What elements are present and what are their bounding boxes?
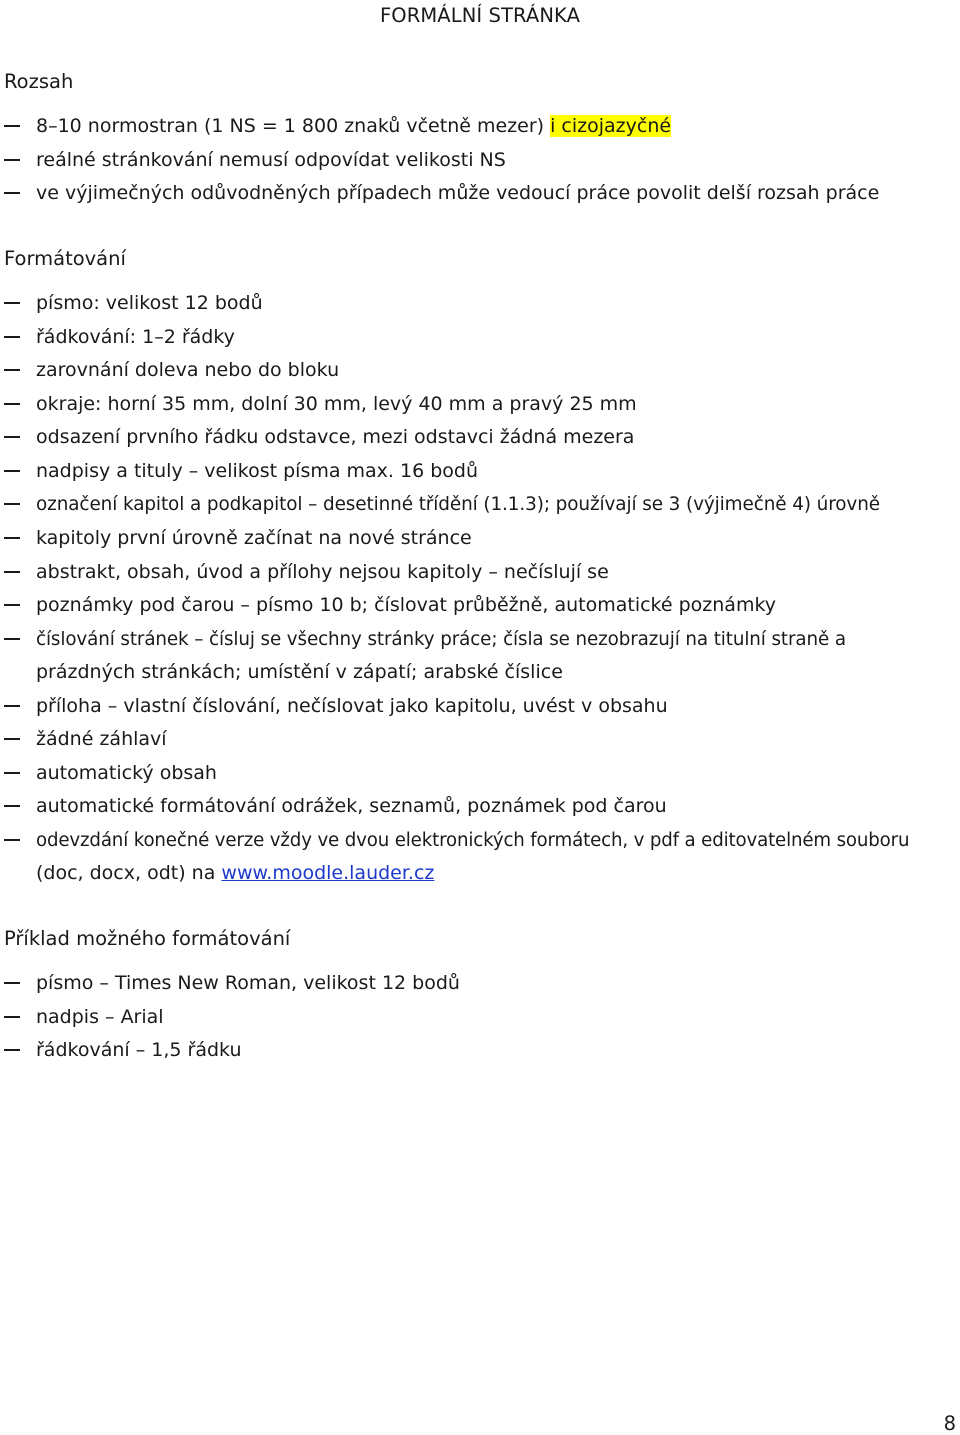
- list-item-text-main: (doc, docx, odt) na: [36, 862, 216, 884]
- dash-bullet: [4, 403, 20, 405]
- page-number: 8: [943, 1412, 956, 1435]
- list-item-text: reálné stránkování nemusí odpovídat velikosti NS: [36, 149, 506, 171]
- dash-bullet: [4, 982, 20, 984]
- list-item-text-main: 8–10 normostran (1 NS = 1 800 znaků včetně mezer): [36, 115, 545, 137]
- dash-bullet: [4, 503, 20, 505]
- dash-bullet: [4, 436, 20, 438]
- list-item-text: žádné záhlaví: [36, 728, 167, 750]
- list-item-text: poznámky pod čarou – písmo 10 b; číslovat průběžně, automatické poznámky: [36, 594, 777, 616]
- page-title: FORMÁLNÍ STRÁNKA: [379, 4, 581, 27]
- list-item-text: řádkování: 1–2 řádky: [36, 326, 235, 348]
- list-item-text: automatický obsah: [36, 762, 217, 784]
- list-item-text: automatické formátování odrážek, seznamů, poznámek pod čarou: [36, 795, 667, 817]
- dash-bullet: [4, 470, 20, 472]
- dash-bullet: [4, 302, 20, 304]
- dash-bullet: [4, 839, 20, 841]
- section-heading-formatovani: Formátování: [4, 247, 126, 270]
- list-item-text: písmo – Times New Roman, velikost 12 bodů: [36, 972, 460, 994]
- dash-bullet: [4, 336, 20, 338]
- list-item-text: abstrakt, obsah, úvod a přílohy nejsou kapitoly – nečíslují se: [36, 561, 609, 583]
- dash-bullet: [4, 192, 20, 194]
- dash-bullet: [4, 1016, 20, 1018]
- list-item-text: okraje: horní 35 mm, dolní 30 mm, levý 40 mm a pravý 25 mm: [36, 393, 637, 415]
- list-item-text: [36, 857, 948, 891]
- list-item-text: ve výjimečných odůvodněných případech může vedoucí práce povolit delší rozsah práce: [36, 182, 880, 204]
- section-heading-rozsah: Rozsah: [4, 70, 74, 93]
- moodle-link[interactable]: www.moodle.lauder.cz: [221, 862, 435, 884]
- dash-bullet: [4, 537, 20, 539]
- list-item-text: písmo: velikost 12 bodů: [36, 292, 263, 314]
- list-item-text: nadpis – Arial: [36, 1006, 164, 1028]
- list-item-text: označení kapitol a podkapitol – desetinné třídění (1.1.3); používají se 3 (výjimečně 4) úrovně: [36, 494, 880, 515]
- dash-bullet: [4, 738, 20, 740]
- dash-bullet: [4, 125, 20, 127]
- list-item-text: kapitoly první úrovně začínat na nové stránce: [36, 527, 472, 549]
- list-item-text: číslování stránek – čísluj se všechny stránky práce; čísla se nezobrazují na titulní straně a: [36, 629, 846, 650]
- list-item-text: nadpisy a tituly – velikost písma max. 16 bodů: [36, 460, 479, 482]
- list-item-text: řádkování – 1,5 řádku: [36, 1039, 242, 1061]
- section-heading-priklad: Příklad možného formátování: [4, 927, 291, 950]
- list-item-text: [36, 110, 948, 144]
- dash-bullet: [4, 805, 20, 807]
- list-item-text: příloha – vlastní číslování, nečíslovat jako kapitolu, uvést v obsahu: [36, 695, 668, 717]
- dash-bullet: [4, 369, 20, 371]
- list-item-text: odevzdání konečné verze vždy ve dvou elektronických formátech, v pdf a editovatelném souboru: [36, 830, 910, 851]
- dash-bullet: [4, 1049, 20, 1051]
- dash-bullet: [4, 604, 20, 606]
- dash-bullet: [4, 772, 20, 774]
- list-item-text: prázdných stránkách; umístění v zápatí; arabské číslice: [36, 661, 563, 683]
- highlighted-text: i cizojazyčné: [550, 115, 672, 137]
- list-item-text: odsazení prvního řádku odstavce, mezi odstavci žádná mezera: [36, 426, 635, 448]
- list-item-text: zarovnání doleva nebo do bloku: [36, 359, 340, 381]
- dash-bullet: [4, 571, 20, 573]
- dash-bullet: [4, 705, 20, 707]
- dash-bullet: [4, 638, 20, 640]
- dash-bullet: [4, 159, 20, 161]
